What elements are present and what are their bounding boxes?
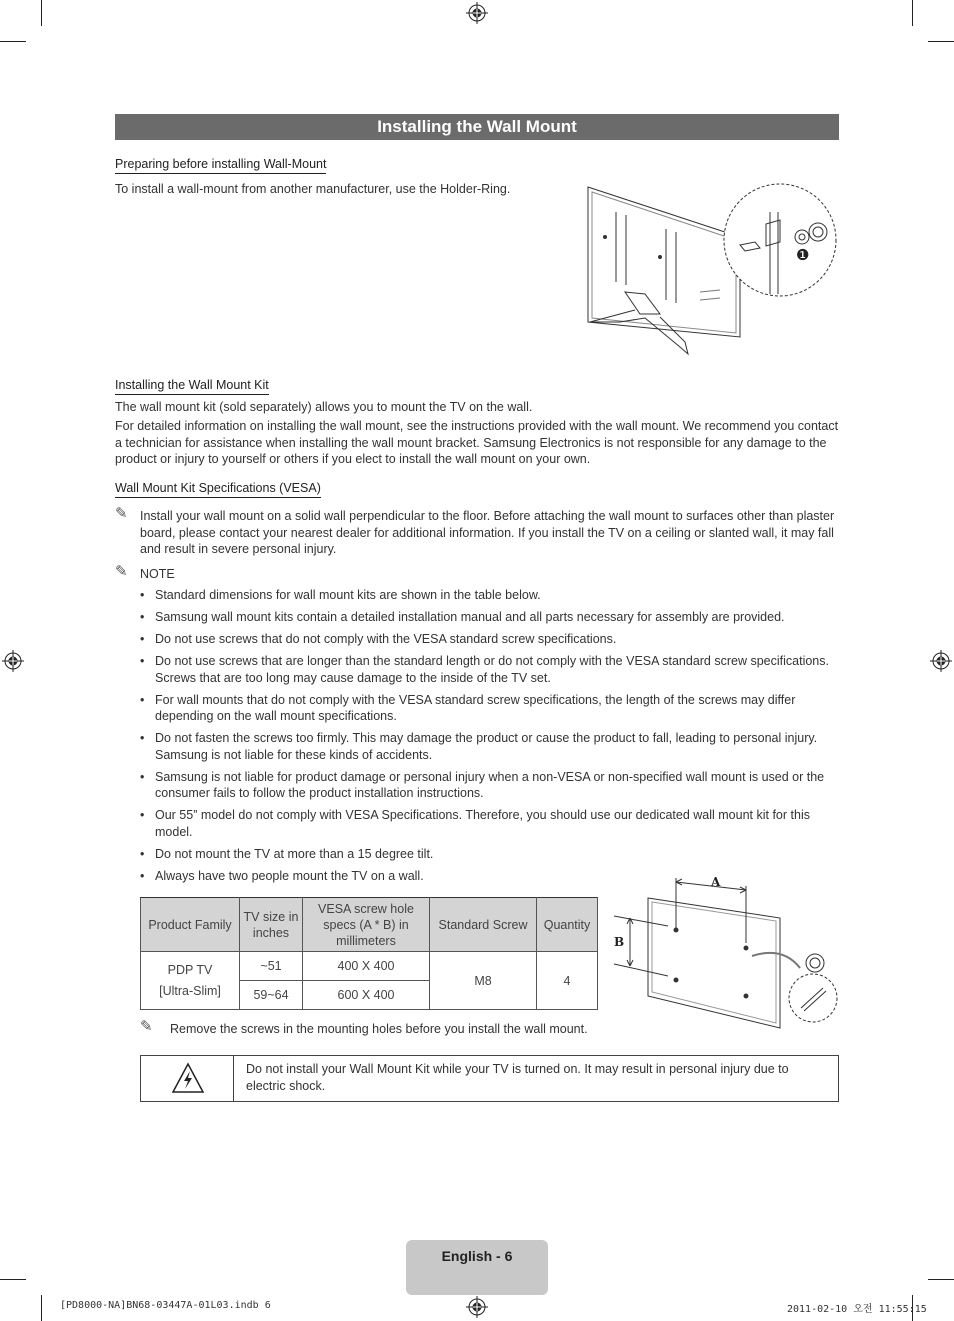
page-number-tab: English - 6 [406, 1240, 548, 1295]
registration-mark-icon [466, 2, 488, 24]
kit-paragraph-2: For detailed information on installing the wall mount, see the instructions provided with the wall mount. We recommend you contact a technician for assistance when installing the wall mount bracket. Samsung Electronics is not responsible for any damage to the product or injury to yourself or others if you elect to install the wall mount on your own. [115, 419, 839, 466]
pencil-note-icon: ✎ [115, 563, 128, 580]
section-heading-kit: Installing the Wall Mount Kit [115, 378, 269, 395]
crop-mark [912, 0, 913, 26]
list-item: • Always have two people mount the TV on a wall. [140, 868, 840, 885]
callout-marker: ❶ [796, 246, 810, 264]
list-item: • Samsung is not liable for product damage or personal injury when a non-VESA or non-specified wall mount is used or the consumer fails to follow the product installation instructions. [140, 769, 840, 802]
list-item: • Do not use screws that are longer than the standard length or do not comply with the VESA standard screw specifications. Screws that are too long may cause damage to the inside of the TV set. [140, 653, 840, 686]
crop-mark [41, 0, 42, 26]
table-cell: 59~64 [240, 981, 303, 1010]
list-item: • Do not fasten the screws too firmly. This may damage the product or cause the product to fall, leading to personal injury. Samsung is not liable for these kinds of accidents. [140, 730, 840, 763]
crop-mark [0, 1279, 26, 1280]
table-cell: 600 X 400 [303, 981, 430, 1010]
pencil-note-icon: ✎ [115, 505, 128, 522]
list-item: • Do not use screws that do not comply with the VESA standard screw specifications. [140, 631, 840, 648]
table-row [141, 952, 598, 981]
table-cell: ~51 [240, 952, 303, 981]
table-cell-quantity: 4 [537, 952, 598, 1010]
preparing-text: To install a wall-mount from another manufacturer, use the Holder-Ring. [115, 182, 511, 196]
table-cell-screw: M8 [430, 952, 537, 1010]
section-heading-vesa: Wall Mount Kit Specifications (VESA) [115, 481, 321, 498]
list-item: • For wall mounts that do not comply with the VESA standard screw specifications, the length of the screws may differ depending on the wall mount specifications. [140, 692, 840, 725]
electric-shock-warning-icon [171, 1062, 205, 1094]
tv-holder-ring-illustration [580, 182, 840, 358]
registration-mark-icon [2, 650, 24, 672]
crop-mark [41, 1295, 42, 1321]
table-header: TV size in inches [240, 898, 303, 952]
vesa-spec-table [140, 897, 598, 1010]
vesa-dimension-diagram [608, 868, 840, 1034]
kit-paragraph-1: The wall mount kit (sold separately) allows you to mount the TV on the wall. [115, 400, 533, 414]
warning-text: Do not install your Wall Mount Kit while your TV is turned on. It may result in personal injury due to electric shock. [246, 1062, 789, 1093]
registration-mark-icon [930, 650, 952, 672]
list-item: • Samsung wall mount kits contain a detailed installation manual and all parts necessary for assembly are provided. [140, 609, 840, 626]
section-heading-preparing: Preparing before installing Wall-Mount [115, 157, 326, 174]
list-item: • Do not mount the TV at more than a 15 degree tilt. [140, 846, 840, 863]
dimension-label-a: A [711, 875, 721, 889]
footer-file-info: [PD8000-NA]BN68-03447A-01L03.indb 6 [60, 1300, 271, 1311]
table-header: Quantity [537, 898, 598, 952]
warning-divider [233, 1056, 234, 1101]
table-cell-family: PDP TV [Ultra-Slim] [141, 952, 240, 1010]
list-item: • Standard dimensions for wall mount kits are shown in the table below. [140, 587, 840, 604]
table-header: Product Family [141, 898, 240, 952]
crop-mark [0, 41, 26, 42]
pencil-note-icon: ✎ [140, 1018, 153, 1035]
note-bullet-list [140, 587, 840, 890]
page-title: Installing the Wall Mount [115, 114, 839, 140]
footer-timestamp: 2011-02-10 오전 11:55:15 [787, 1304, 927, 1315]
table-header: Standard Screw [430, 898, 537, 952]
crop-mark [928, 1279, 954, 1280]
list-item: • Our 55” model do not comply with VESA Specifications. Therefore, you should use our dedicated wall mount kit for this model. [140, 807, 840, 840]
registration-mark-icon [466, 1296, 488, 1318]
table-cell: 400 X 400 [303, 952, 430, 981]
table-header: VESA screw hole specs (A * B) in millimeters [303, 898, 430, 952]
crop-mark [928, 41, 954, 42]
dimension-label-b: B [614, 935, 625, 949]
warning-box [140, 1055, 839, 1102]
